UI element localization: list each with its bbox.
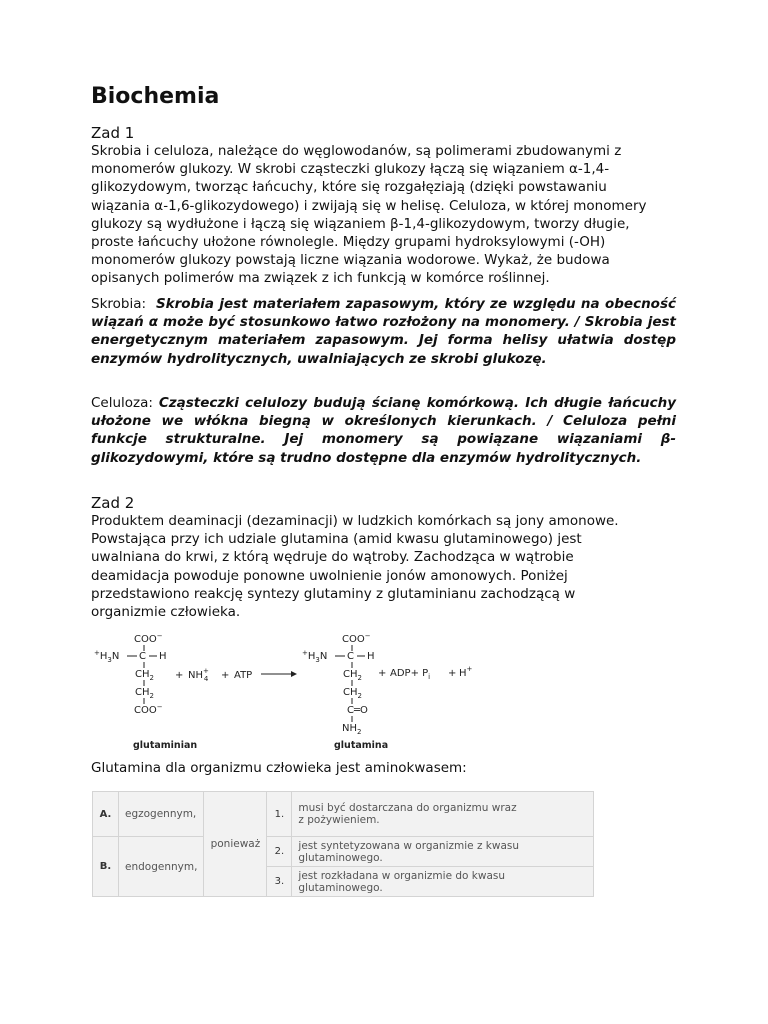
svg-text:NH2: $NH_2$ [342,723,362,736]
text-line: przedstawiono reakcję syntezy glutaminy z glutaminianu zachodzącą w [91,585,576,602]
cellulose-answer: Cząsteczki celulozy budują ścianę komórkową. Ich długie łańcuchy ułożone we włókna biegną w określonych kierunkach. / Celuloza pełni funkcje strukturalne. Jej monomery są powiązane wiązaniami β-glikozydowymi, które są trudno dostępne dla enzymów hydrolitycznych. [91,395,677,466]
svg-text:CH2: $CH_2$ [135,687,154,700]
text-line: Skrobia i celuloza, należące do węglowodanów, są polimerami zbudowanymi z [91,143,622,159]
svg-text:+: + [378,668,387,679]
text-line: opisanych polimerów ma związek z ich funkcją w komórce roślinnej. [91,270,550,287]
svg-text:C═O: C═O [347,705,368,716]
option-text-3[interactable]: jest rozkładana w organizmie do kwasu glutaminowego. [292,867,594,897]
table-row [93,792,594,837]
text-line: glikozydowym, tworząc łańcuchy, które się rozgałęziają (dzięki powstawaniu [91,179,607,196]
option-number-3[interactable]: 3. [267,867,292,897]
answer-table [92,791,594,897]
svg-text:H: H [159,651,167,662]
svg-text:CH2: $CH_2$ [343,687,362,700]
option-number-1[interactable]: 1. [267,792,292,837]
starch-answer: Skrobia jest materiałem zapasowym, który ze względu na obecność wiązań α może być stosunkowo łatwo rozłożony na monomery. / Skrobia jest energetycznym materiałem zapasowym. Jej forma helisy ułatwia dostęp enzymów hydrolitycznych, uwalniających ze skrobi glukozę. [91,296,676,367]
svg-text:NH+4: NH+ 4 [188,667,209,683]
svg-text:CH2: $CH_2$ [343,669,362,682]
option-letter-b[interactable]: B. [93,837,119,897]
cellulose-answer-block [91,394,676,467]
text-line: monomerów glukozy. W skrobi cząsteczki glukozy łączą się wiązaniem α-1,4- [91,161,610,178]
text-line: proste łańcuchy ułożone równolegle. Między grupami hydroksylowymi (-OH) [91,234,606,251]
task1-heading: Zad 1 [91,124,135,142]
option-number-2[interactable]: 2. [267,837,292,867]
svg-text:ADP+ Pi: $ADP+ P_i$ [390,668,431,681]
svg-text:ATP: ATP [234,670,253,681]
svg-text:C: C [347,651,354,662]
task2-intro [91,512,676,621]
svg-text:CH2: $CH_2$ [135,669,154,682]
option-text-a[interactable]: egzogennym, [119,792,204,837]
option-text-1[interactable] [292,792,594,837]
option-text-2[interactable]: jest syntetyzowana w organizmie z kwasu glutaminowego. [292,837,594,867]
svg-text:+: + [221,670,230,681]
text-line: Powstająca przy ich udziale glutamina (amid kwasu glutaminowego) jest [91,531,582,548]
text-line: deamidacja powoduje ponowne uwolnienie jonów amonowych. Poniżej [91,567,568,584]
starch-label: Skrobia: [91,296,147,312]
starch-answer-block [91,295,676,368]
task2-heading: Zad 2 [91,494,135,512]
svg-text:COO−: COO− [342,632,371,645]
option-letter-a[interactable]: A. [93,792,119,837]
option-1-line: musi być dostarczana do organizmu wraz [298,802,517,814]
svg-text:H: H [367,651,375,662]
text-line: glukozy są wydłużone i łączą się wiązaniem β-1,4-glikozydowym, tworzy długie, [91,215,630,232]
option-text-b[interactable]: endogennym, [119,837,204,897]
task1-intro [91,142,676,288]
text-line: organizmie człowieka. [91,604,241,621]
glutamina-label: glutamina [334,740,389,751]
text-line: Produktem deaminacji (dezaminacji) w ludzkich komórkach są jony amonowe. [91,513,619,529]
svg-text:+: + [448,668,457,679]
svg-text:C: C [139,651,146,662]
reaction-diagram [91,630,491,754]
table-row [93,837,594,867]
text-line: uwalniana do krwi, z którą wędruje do wątroby. Zachodząca w wątrobie [91,549,574,566]
connector-cell: ponieważ [204,792,267,897]
svg-text:+H3N: $^+H_3N$ [94,649,120,664]
cellulose-label: Celuloza: [91,395,153,411]
text-line: wiązania α-1,6-glikozydowego) i zwijają się w helisę. Celuloza, w której monomery [91,197,647,214]
svg-text:COO−: COO− [134,703,163,716]
svg-text:COO−: COO− [134,632,163,645]
svg-text:+: + [175,670,184,681]
question: Glutamina dla organizmu człowieka jest aminokwasem: [91,760,467,776]
svg-text:H+: H+ [459,665,473,679]
option-1-line: z pożywieniem. [298,814,380,826]
page-title: Biochemia [91,84,220,109]
glutaminian-label: glutaminian [133,740,198,751]
svg-text:+H3N: $^+H_3N$ [302,649,328,664]
text-line: monomerów glukozy powstają liczne wiązania wodorowe. Wykaż, że budowa [91,252,610,269]
